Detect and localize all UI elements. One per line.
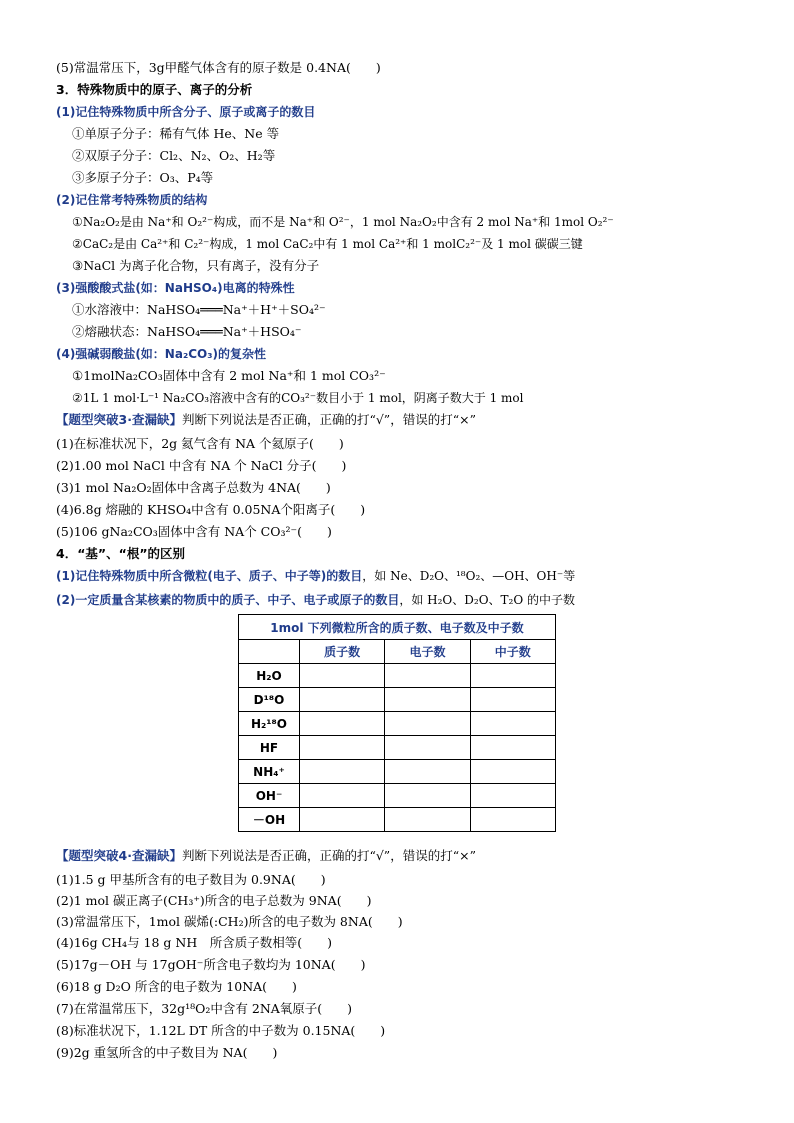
- question-line: (5)常温常压下，3g甲醛气体含有的原子数是 0.4NA( ): [56, 60, 381, 75]
- subsection-heading: (2)记住常考特殊物质的结构: [56, 193, 208, 207]
- table-cell[interactable]: [470, 808, 555, 832]
- question-line: (1)1.5 g 甲基所含有的电子数目为 0.9NA( ): [56, 872, 326, 887]
- table-header: 电子数: [385, 640, 470, 664]
- section-title: 3．特殊物质中的原子、离子的分析: [56, 82, 253, 97]
- list-item: ②CaC₂是由 Ca²⁺和 C₂²⁻构成，1 mol CaC₂中有 1 mol Ca²⁺和 1 molC₂²⁻及 1 mol 碳碳三键: [72, 237, 583, 251]
- question-line: (4)6.8g 熔融的 KHSO₄中含有 0.05NA个阳离子( ): [56, 502, 366, 517]
- table-cell[interactable]: [470, 784, 555, 808]
- question-line: (2)1.00 mol NaCl 中含有 NA 个 NaCl 分子( ): [56, 458, 347, 473]
- question-line: (6)18 g D₂O 所含的电子数为 10NA( ): [56, 979, 297, 994]
- question-line: (2)1 mol 碳正离子(CH₃⁺)所含的电子总数为 9NA( ): [56, 893, 372, 908]
- row-label: HF: [239, 736, 300, 760]
- table-row: [239, 712, 556, 736]
- table-cell[interactable]: [300, 808, 385, 832]
- subsection-line: [56, 566, 575, 586]
- list-item: ①Na₂O₂是由 Na⁺和 O₂²⁻构成，而不是 Na⁺和 O²⁻，1 mol Na₂O₂中含有 2 mol Na⁺和 1mol O₂²⁻: [72, 215, 614, 229]
- table-row: [239, 736, 556, 760]
- table-header-row: [239, 640, 556, 664]
- table-cell[interactable]: [300, 760, 385, 784]
- list-item: ②熔融状态：NaHSO₄═══Na⁺＋HSO₄⁻: [72, 324, 302, 339]
- list-item: ③NaCl 为离子化合物，只有离子，没有分子: [72, 258, 320, 273]
- question-line: (8)标准状况下，1.12L DT 所含的中子数为 0.15NA( ): [56, 1023, 386, 1038]
- list-item: ①水溶液中：NaHSO₄═══Na⁺＋H⁺＋SO₄²⁻: [72, 302, 326, 317]
- row-label: －OH: [239, 808, 300, 832]
- question-line: (9)2g 重氢所含的中子数目为 NA( ): [56, 1045, 278, 1060]
- table-cell[interactable]: [470, 760, 555, 784]
- subsection-heading: (2)一定质量含某核素的物质中的质子、中子、电子或原子的数目: [56, 593, 400, 607]
- table-cell[interactable]: [385, 808, 470, 832]
- table-caption: 1mol 下列微粒所含的质子数、电子数及中子数: [239, 615, 556, 640]
- table-header: [239, 640, 300, 664]
- subsection-heading: (1)记住特殊物质中所含微粒(电子、质子、中子等)的数目: [56, 569, 363, 583]
- row-label: NH₄⁺: [239, 760, 300, 784]
- subsection-heading: (4)强碱弱酸盐(如：Na₂CO₃)的复杂性: [56, 347, 266, 361]
- list-item: ②双原子分子：Cl₂、N₂、O₂、H₂等: [72, 148, 276, 163]
- question-line: (3)1 mol Na₂O₂固体中含离子总数为 4NA( ): [56, 480, 331, 495]
- list-item: ②1L 1 mol·L⁻¹ Na₂CO₃溶液中含有的CO₃²⁻数目小于 1 mol，阴离子数大于 1 mol: [72, 391, 524, 405]
- table-header: 中子数: [470, 640, 555, 664]
- table-cell[interactable]: [385, 784, 470, 808]
- table-cell[interactable]: [300, 688, 385, 712]
- row-label: H₂¹⁸O: [239, 712, 300, 736]
- section-title: 4．“基”、“根”的区别: [56, 546, 186, 561]
- subsection-text: ，如 Ne、D₂O、¹⁸O₂、—OH、OH⁻等: [362, 569, 576, 583]
- table-cell[interactable]: [300, 664, 385, 688]
- list-item: ③多原子分子：O₃、P₄等: [72, 170, 214, 185]
- row-label: OH⁻: [239, 784, 300, 808]
- question-line: (7)在常温常压下，32g¹⁸O₂中含有 2NA氧原子( ): [56, 1001, 353, 1016]
- question-line: (5)106 gNa₂CO₃固体中含有 NA个 CO₃²⁻( ): [56, 524, 332, 539]
- subsection-heading: (1)记住特殊物质中所含分子、原子或离子的数目: [56, 105, 316, 119]
- table-cell[interactable]: [385, 760, 470, 784]
- table-cell[interactable]: [385, 736, 470, 760]
- subsection-heading: (3)强酸酸式盐(如：NaHSO₄)电离的特殊性: [56, 281, 295, 295]
- row-label: D¹⁸O: [239, 688, 300, 712]
- exercise-instruction: 判断下列说法是否正确，正确的打“√”，错误的打“×”: [181, 412, 476, 427]
- exercise-instruction: 判断下列说法是否正确，正确的打“√”，错误的打“×”: [181, 848, 476, 863]
- table-cell[interactable]: [470, 664, 555, 688]
- question-line: (4)16g CH₄与 18 g NH 所含质子数相等( ): [56, 935, 332, 950]
- exercise-tag: 【题型突破4·查漏缺】: [56, 848, 182, 863]
- table-cell[interactable]: [300, 736, 385, 760]
- question-line: (1)在标准状况下，2g 氦气含有 NA 个氦原子( ): [56, 436, 344, 451]
- exercise-prompt: [56, 410, 476, 430]
- table-cell[interactable]: [300, 712, 385, 736]
- list-item: ①单原子分子：稀有气体 He、Ne 等: [72, 126, 280, 141]
- exercise-prompt: [56, 846, 476, 866]
- particle-table: [238, 614, 556, 832]
- exercise-tag: 【题型突破3·查漏缺】: [56, 412, 182, 427]
- row-label: H₂O: [239, 664, 300, 688]
- table-cell[interactable]: [385, 688, 470, 712]
- table-cell[interactable]: [470, 712, 555, 736]
- table-cell[interactable]: [385, 712, 470, 736]
- table-row: [239, 664, 556, 688]
- table-row: [239, 784, 556, 808]
- subsection-text: ，如 H₂O、D₂O、T₂O 的中子数: [399, 593, 575, 607]
- table-cell[interactable]: [470, 736, 555, 760]
- subsection-line: [56, 590, 575, 610]
- table-cell[interactable]: [385, 664, 470, 688]
- question-line: (5)17g－OH 与 17gOH⁻所含电子数均为 10NA( ): [56, 957, 366, 972]
- table-cell[interactable]: [300, 784, 385, 808]
- table-row: [239, 760, 556, 784]
- list-item: ①1molNa₂CO₃固体中含有 2 mol Na⁺和 1 mol CO₃²⁻: [72, 368, 386, 383]
- table-cell[interactable]: [470, 688, 555, 712]
- table-header: 质子数: [300, 640, 385, 664]
- question-line: (3)常温常压下，1mol 碳烯(:CH₂)所含的电子数为 8NA( ): [56, 914, 403, 929]
- table-row: [239, 688, 556, 712]
- table-row: [239, 808, 556, 832]
